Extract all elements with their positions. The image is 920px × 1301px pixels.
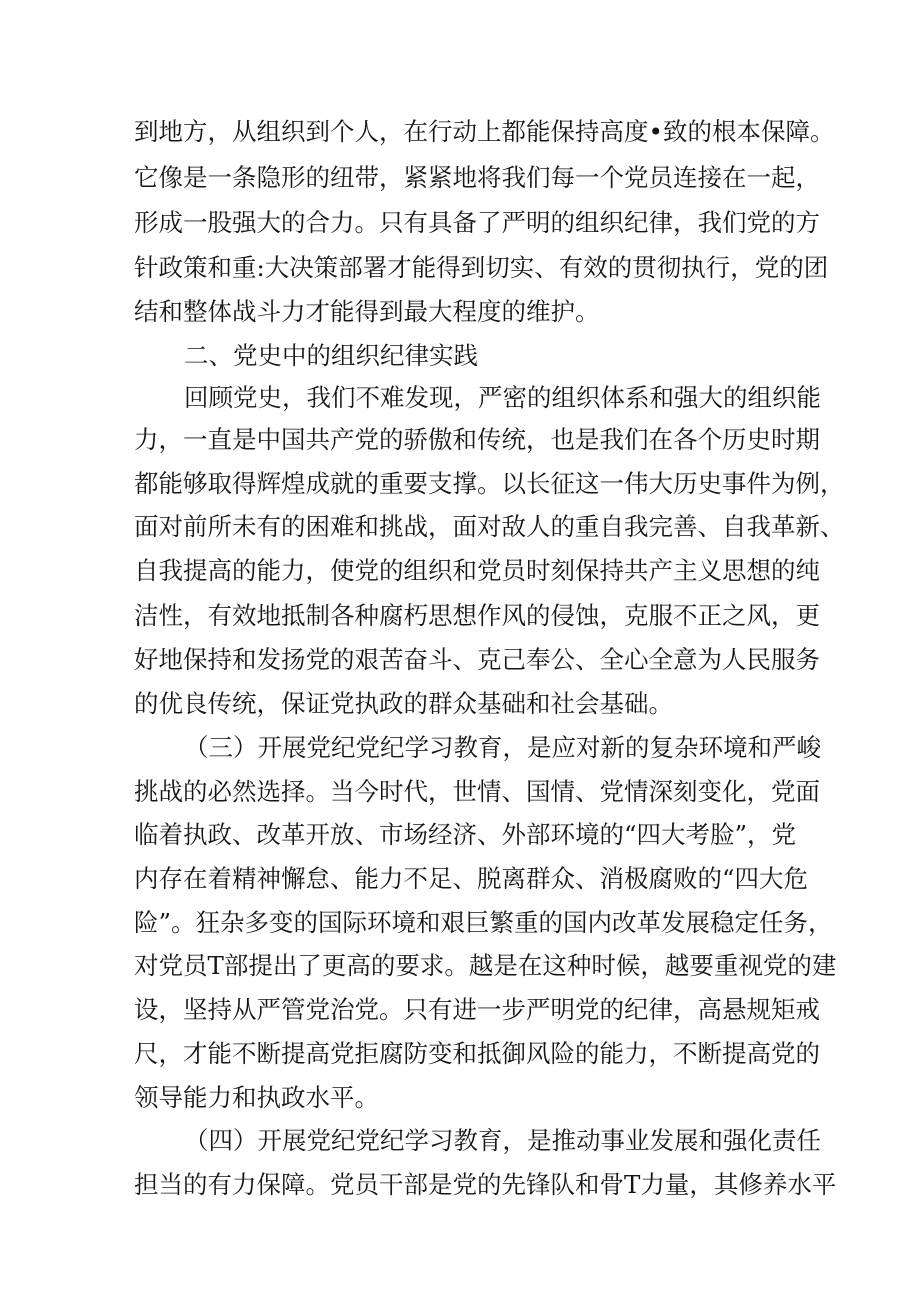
line-text: 针政策和重:大决策部署才能得到切实、有效的贯彻执行，党的团 <box>134 253 829 282</box>
line-text: 领导能力和执政水平。 <box>134 1083 379 1112</box>
line-text: 它像是一条隐形的纽带，紧紧地将我们每一个党员连接在一起， <box>134 163 820 192</box>
section-heading <box>0 336 920 376</box>
line-text: 都能够取得辉煌成就的重要支撑。以长征这一伟大历史事件为例， <box>134 469 845 498</box>
text-line <box>0 1078 920 1118</box>
text-line <box>0 507 920 547</box>
line-text: 险”。狂杂多变的国际环境和艰巨繁重的国内改革发展稳定任务， <box>134 908 833 937</box>
text-line <box>0 990 920 1030</box>
text-line <box>0 1121 920 1161</box>
line-text: 临着执政、改革开放、市场经济、外部环境的“四大考脸”，党 <box>134 820 797 849</box>
text-line <box>0 378 920 418</box>
text-line <box>0 640 920 680</box>
line-text: 对党员T部提出了更高的要求。越是在这种时候，越要重视党的建 <box>134 951 837 980</box>
text-line <box>0 1165 920 1205</box>
text-line <box>0 772 920 812</box>
text-line <box>0 420 920 460</box>
text-line <box>0 158 920 198</box>
text-line <box>0 292 920 332</box>
line-text: 尺，才能不断提高党拒腐防变和抵御风险的能力，不断提高党的 <box>134 1039 820 1068</box>
line-text: 好地保持和发扬党的艰苦奋斗、克己奉公、全心全意为人民服务 <box>134 645 820 674</box>
line-text: 内存在着精神懈怠、能力不足、脱离群众、消极腐败的“四大危 <box>134 864 809 893</box>
text-line <box>0 464 920 504</box>
line-text: 形成一股强大的合力。只有具备了严明的组织纪律，我们党的方 <box>134 208 820 237</box>
line-text: 挑战的必然选择。当今时代，世情、国情、党情深刻变化，党面 <box>134 777 820 806</box>
line-text: 力，一直是中国共产党的骄傲和传统，也是我们在各个历史时期 <box>134 425 820 454</box>
line-text: 的优良传统，保证党执政的群众基础和社会基础。 <box>134 689 673 718</box>
text-line <box>0 684 920 724</box>
text-line <box>0 203 920 243</box>
text-line <box>0 112 920 152</box>
line-text: （三）开展党纪党纪学习教育，是应对新的复杂环境和严峻 <box>184 733 821 762</box>
text-line <box>0 248 920 288</box>
line-text: （四）开展党纪党纪学习教育，是推动事业发展和强化责任 <box>184 1126 821 1155</box>
line-text: 回顾党史，我们不难发现，严密的组织体系和强大的组织能 <box>184 383 821 412</box>
text-line <box>0 859 920 899</box>
text-line <box>0 815 920 855</box>
text-line <box>0 903 920 943</box>
text-line <box>0 728 920 768</box>
line-text: 面对前所未有的困难和挑战，面对敌人的重自我完善、自我革新、 <box>134 512 845 541</box>
text-line <box>0 551 920 591</box>
line-text: 设，坚持从严管党治党。只有进一步严明党的纪律，高悬规矩戒 <box>134 995 820 1024</box>
line-text: 结和整体战斗力才能得到最大程度的维护。 <box>134 297 600 326</box>
line-text: 担当的有力保障。党员干部是党的先锋队和骨T力量，其修养水平 <box>134 1170 837 1199</box>
line-text: 洁性，有效地抵制各种腐朽思想作风的侵蚀，克服不正之风，更 <box>134 601 820 630</box>
text-line <box>0 1034 920 1074</box>
line-text: 自我提高的能力，使党的组织和党员时刻保持共产主义思想的纯 <box>134 556 820 585</box>
line-text: 到地方，从组织到个人，在行动上都能保持高度•致的根本保障。 <box>134 117 835 146</box>
line-text: 二、党史中的组织纪律实践 <box>184 341 478 370</box>
text-line <box>0 596 920 636</box>
text-line <box>0 946 920 986</box>
